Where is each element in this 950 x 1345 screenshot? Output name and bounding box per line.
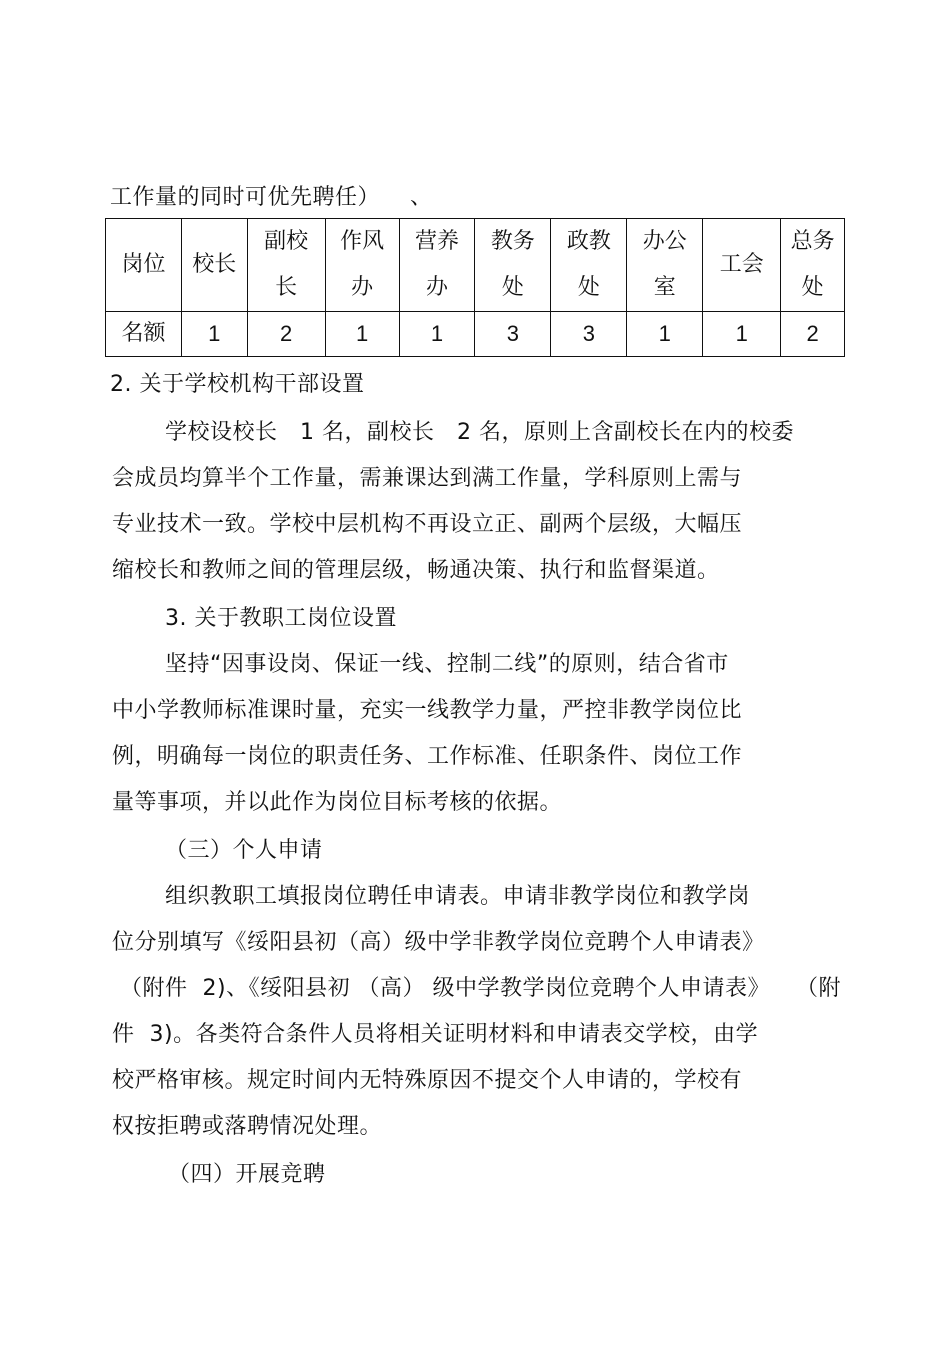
paragraph-line: 组织教职工填报岗位聘任申请表。申请非教学岗位和教学岗: [165, 884, 751, 909]
paragraph-line: 会成员均算半个工作量，需兼课达到满工作量，学科原则上需与: [112, 466, 743, 491]
position-cell: [247, 219, 325, 312]
position-line: 办公: [642, 229, 687, 254]
header-label-cell: 岗位: [106, 219, 182, 312]
position-line: 长: [275, 275, 298, 300]
position-line: 办: [351, 275, 374, 300]
intro-tail-line: 工作量的同时可优先聘任） 、: [110, 185, 433, 210]
paragraph-line: 量等事项，并以此作为岗位目标考核的依据。: [112, 790, 563, 815]
paragraph-line: 坚持“因事设岗、保证一线、控制二线”的原则，结合省市: [165, 652, 729, 677]
position-line: 处: [501, 275, 524, 300]
table-quota-row: [106, 312, 845, 357]
position-line: 室: [653, 275, 676, 300]
position-line: 处: [577, 275, 600, 300]
quota-cell: 3: [551, 312, 627, 357]
paragraph-line: 权按拒聘或落聘情况处理。: [112, 1114, 383, 1139]
paragraph-line: 中小学教师标准课时量，充实一线教学力量，严控非教学岗位比: [112, 698, 743, 723]
position-cell: [181, 219, 247, 312]
paragraph-line-tail: （附: [796, 976, 842, 1001]
position-line: 政教: [566, 229, 611, 254]
paragraph-line: （附件 2)、《绥阳县初 （高） 级中学教学岗位竞聘个人申请表》: [120, 976, 771, 1001]
quota-cell: 3: [475, 312, 551, 357]
position-line: 营养: [414, 229, 459, 254]
position-cell: [627, 219, 703, 312]
paragraph-line: 位分别填写《绥阳县初（高）级中学非教学岗位竞聘个人申请表》: [112, 930, 765, 955]
position-cell: [781, 219, 845, 312]
paragraph-line: 校严格审核。规定时间内无特殊原因不提交个人申请的，学校有: [112, 1068, 743, 1093]
paragraph-line: 件 3)。各类符合条件人员将相关证明材料和申请表交学校，由学: [112, 1022, 759, 1047]
quota-cell: 1: [703, 312, 781, 357]
position-cell: [703, 219, 781, 312]
quota-cell: 1: [325, 312, 399, 357]
position-line: 校长: [192, 252, 237, 277]
position-cell: [399, 219, 475, 312]
table-header-row: [106, 219, 845, 312]
position-line: 总务: [790, 229, 835, 254]
quota-cell: 1: [627, 312, 703, 357]
quota-cell: 2: [247, 312, 325, 357]
position-line: 副校: [264, 229, 309, 254]
position-line: 作风: [340, 229, 385, 254]
section-heading-personal-application: （三）个人申请: [165, 838, 323, 863]
quota-cell: 2: [781, 312, 845, 357]
position-cell: [325, 219, 399, 312]
quota-cell: 1: [399, 312, 475, 357]
paragraph-line: 缩校长和教师之间的管理层级，畅通决策、执行和监督渠道。: [112, 558, 720, 583]
section-heading-3: 3. 关于教职工岗位设置: [165, 606, 397, 631]
row-label-cell: 名额: [106, 312, 182, 357]
position-line: 教务: [490, 229, 535, 254]
quota-cell: 1: [181, 312, 247, 357]
position-line: 处: [801, 275, 824, 300]
position-quota-table: [105, 218, 845, 357]
position-cell: [475, 219, 551, 312]
position-line: 办: [425, 275, 448, 300]
paragraph-line: 学校设校长 1 名，副校长 2 名，原则上含副校长在内的校委: [165, 420, 794, 445]
position-line: 工会: [719, 252, 764, 277]
paragraph-line: 例，明确每一岗位的职责任务、工作标准、任职条件、岗位工作: [112, 744, 743, 769]
section-heading-2: 2. 关于学校机构干部设置: [110, 372, 365, 397]
paragraph-line: 专业技术一致。学校中层机构不再设立正、副两个层级，大幅压: [112, 512, 743, 537]
section-heading-competition: （四）开展竞聘: [168, 1162, 326, 1187]
position-cell: [551, 219, 627, 312]
